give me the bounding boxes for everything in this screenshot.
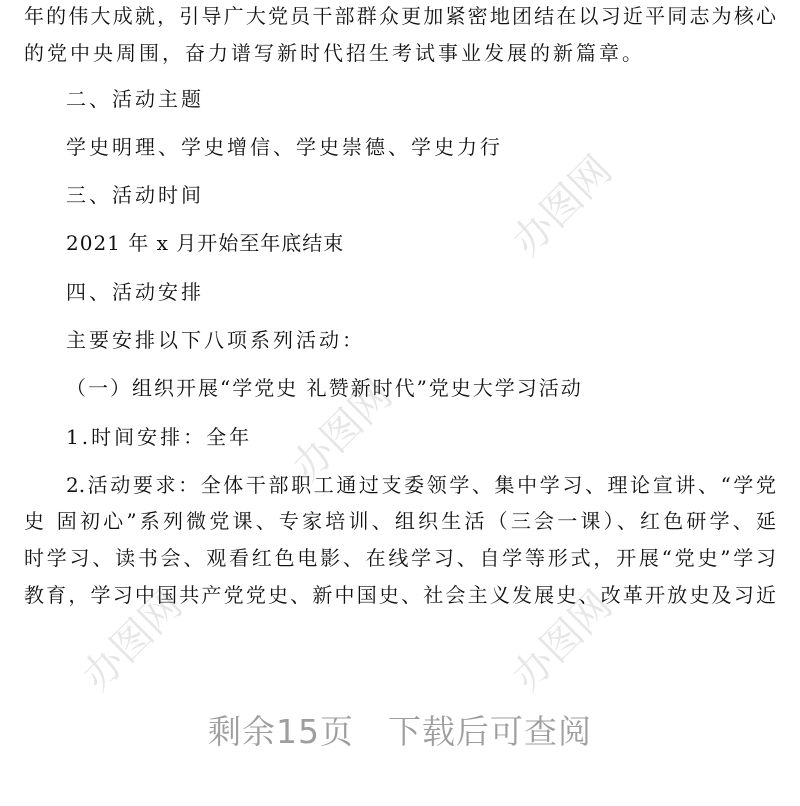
paragraph-line: 年的伟大成就，引导广大党员干部群众更加紧密地团结在以习近平同志为核心 (24, 4, 776, 28)
paragraph-line: 教育，学习中国共产党党史、新中国史、社会主义发展史、改革开放史及习近 (24, 583, 776, 607)
subsection-heading: （一）组织开展“学党史 礼赞新时代”党史大学习活动 (66, 376, 583, 400)
paragraph-line: 2.活动要求：全体干部职工通过支委领学、集中学习、理论宣讲、“学党 (66, 473, 776, 497)
download-prompt[interactable] (0, 706, 800, 753)
watermark: 办图网 (73, 582, 192, 700)
paragraph-line: 1.时间安排：全年 (66, 425, 253, 449)
paragraph-line: 史 固初心”系列微党课、专家培训、组织生活（三会一课）、红色研学、延 (24, 509, 776, 533)
watermark: 办图网 (283, 372, 402, 490)
paragraph-line: 时学习、读书会、观看红色电影、在线学习、自学等形式，开展“党史”学习 (24, 546, 776, 570)
section-heading: 二、活动主题 (66, 87, 204, 111)
remaining-pages-label: 剩余15页 (208, 712, 354, 751)
paragraph-line: 的党中央周围，奋力谱写新时代招生考试事业发展的新篇章。 (24, 41, 645, 65)
section-heading: 四、活动安排 (66, 280, 204, 304)
paragraph-line: 学史明理、学史增信、学史崇德、学史力行 (66, 135, 503, 159)
watermark: 办图网 (503, 147, 622, 265)
download-to-view-label: 下载后可查阅 (388, 712, 592, 751)
watermark: 办图网 (503, 582, 622, 700)
section-heading: 三、活动时间 (66, 183, 204, 207)
paragraph-line: 主要安排以下八项系列活动： (66, 328, 365, 352)
paragraph-line: 2021 年 x 月开始至年底结束 (66, 231, 345, 255)
